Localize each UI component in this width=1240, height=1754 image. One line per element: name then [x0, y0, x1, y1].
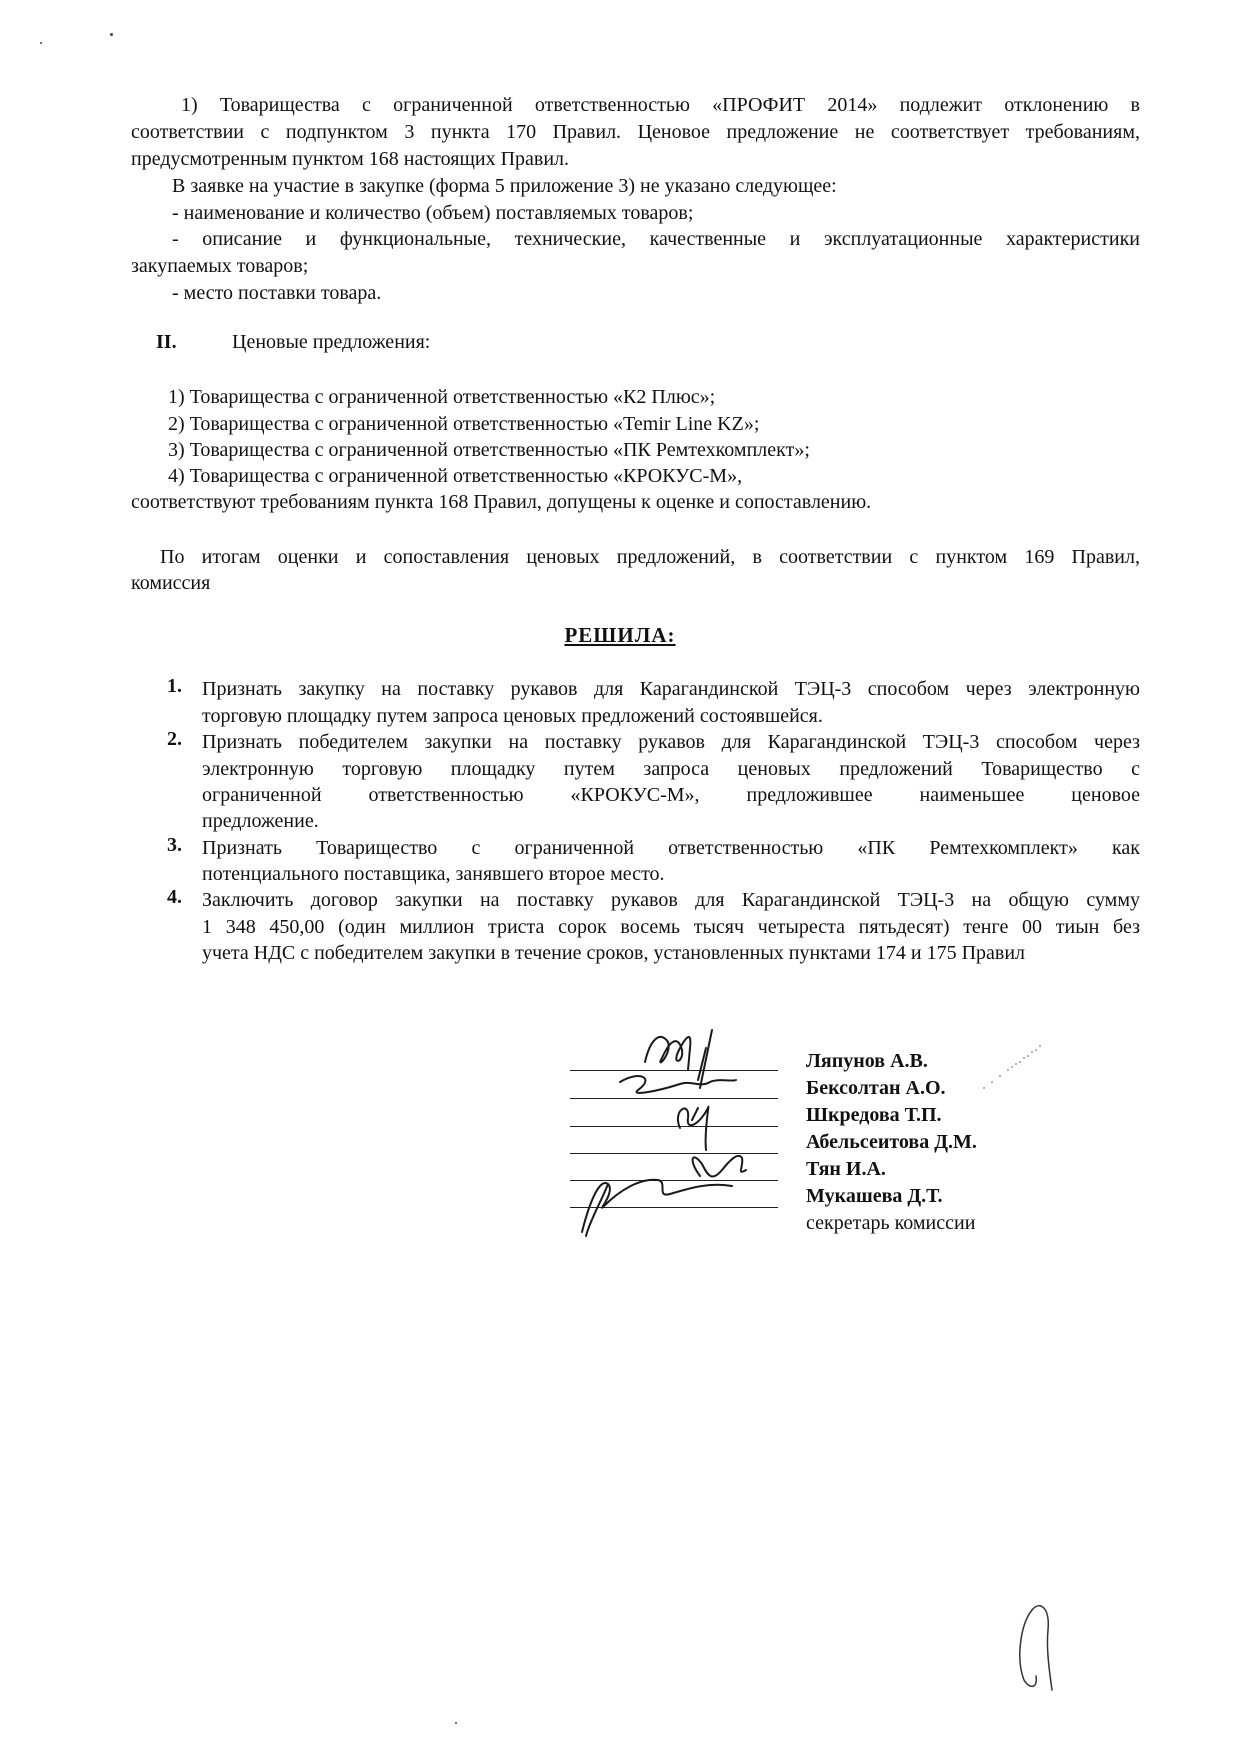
- item1-line-2: соответствии с подпунктом 3 пункта 170 Правил. Ценовое предложение не соответствует требованиям,: [131, 121, 1140, 143]
- decision-3-line-2: потенциального поставщика, занявшего второе место.: [202, 863, 665, 885]
- item1-line-1: 1) Товарищества с ограниченной ответственностью «ПРОФИТ 2014» подлежит отклонению в: [181, 94, 1140, 116]
- signature-1-stroke: [698, 1030, 712, 1088]
- summary-line-1: По итогам оценки и сопоставления ценовых предложений, в соответствии с пунктом 169 Правил,: [160, 546, 1140, 568]
- signature-5: [582, 1180, 732, 1232]
- signatory-6: Мукашева Д.Т.: [806, 1185, 943, 1207]
- decision-2-line-3: ограниченной ответственностью «КРОКУС-М», предложившее наименьшее ценовое: [202, 784, 1140, 806]
- signature-2: [620, 1076, 736, 1093]
- decision-2-line-1: Признать победителем закупки на поставку рукавов для Карагандинской ТЭЦ-3 способом через: [202, 731, 1140, 753]
- signature-1: [645, 1037, 690, 1070]
- price-offer-2: 2) Товарищества с ограниченной ответственностью «Temir Line KZ»;: [168, 413, 760, 435]
- decision-3-line-1: Признать Товарищество с ограниченной ответственностью «ПК Ремтехкомплект» как: [202, 837, 1140, 859]
- price-offer-4: 4) Товарищества с ограниченной ответственностью «КРОКУС-М»,: [168, 465, 743, 487]
- signature-3: [678, 1107, 708, 1150]
- scan-speck: [455, 1722, 457, 1724]
- signature-4: [693, 1156, 746, 1177]
- decision-4-number: 4.: [167, 886, 182, 908]
- signatory-5: Тян И.А.: [806, 1158, 886, 1180]
- decision-3-number: 3.: [167, 834, 182, 856]
- requirements-intro: В заявке на участие в закупке (форма 5 приложение 3) не указано следующее:: [172, 175, 837, 197]
- signatory-4: Абельсеитова Д.М.: [806, 1131, 977, 1153]
- section-2-title: Ценовые предложения:: [232, 331, 431, 353]
- decision-2-number: 2.: [167, 728, 182, 750]
- decision-4-line-1: Заключить договор закупки на поставку рукавов для Карагандинской ТЭЦ-3 на общую сумму: [202, 889, 1140, 911]
- bullet-2-line-2: закупаемых товаров;: [131, 255, 309, 277]
- signatory-1: Ляпунов А.В.: [806, 1050, 928, 1072]
- price-offer-1: 1) Товарищества с ограниченной ответственностью «К2 Плюс»;: [168, 386, 716, 408]
- handwritten-page-mark: [1010, 1590, 1070, 1700]
- bullet-1: - наименование и количество (объем) поставляемых товаров;: [172, 202, 694, 224]
- decision-heading: РЕШИЛА:: [564, 623, 676, 647]
- bullet-3: - место поставки товара.: [172, 282, 382, 304]
- handwritten-signatures: [560, 1000, 800, 1240]
- decision-1-line-2: торговую площадку путем запроса ценовых предложений состоявшейся.: [202, 705, 823, 727]
- section-2-numeral: II.: [156, 331, 177, 353]
- decision-4-line-3: учета НДС с победителем закупки в течение сроков, установленных пунктами 174 и 175 Правил: [202, 942, 1026, 964]
- decision-2-line-4: предложение.: [202, 810, 319, 832]
- price-offer-3: 3) Товарищества с ограниченной ответственностью «ПК Ремтехкомплект»;: [168, 439, 810, 461]
- decision-2-line-2: электронную торговую площадку путем запроса ценовых предложений Товарищество с: [202, 758, 1140, 780]
- decision-1-number: 1.: [167, 675, 182, 697]
- secretary-label: секретарь комиссии: [806, 1212, 976, 1234]
- signatory-3: Шкредова Т.П.: [806, 1104, 942, 1126]
- decision-4-line-2: 1 348 450,00 (один миллион триста сорок восемь тысяч четыреста пятьдесят) тенге 00 тиын без: [202, 916, 1140, 938]
- decision-1-line-1: Признать закупку на поставку рукавов для Карагандинской ТЭЦ-3 способом через электронную: [202, 678, 1140, 700]
- summary-line-2: комиссия: [131, 572, 211, 594]
- bullet-2-line-1: - описание и функциональные, технические, качественные и эксплуатационные характеристики: [172, 228, 1140, 250]
- scan-speck: [110, 33, 113, 36]
- signatories-list: [806, 1048, 977, 1237]
- signatory-2: Бексолтан А.О.: [806, 1077, 946, 1099]
- price-offers-conclusion: соответствуют требованиям пункта 168 Правил, допущены к оценке и сопоставлению.: [131, 491, 872, 513]
- item1-line-3: предусмотренным пунктом 168 настоящих Правил.: [131, 148, 570, 170]
- scan-speck: [40, 42, 42, 44]
